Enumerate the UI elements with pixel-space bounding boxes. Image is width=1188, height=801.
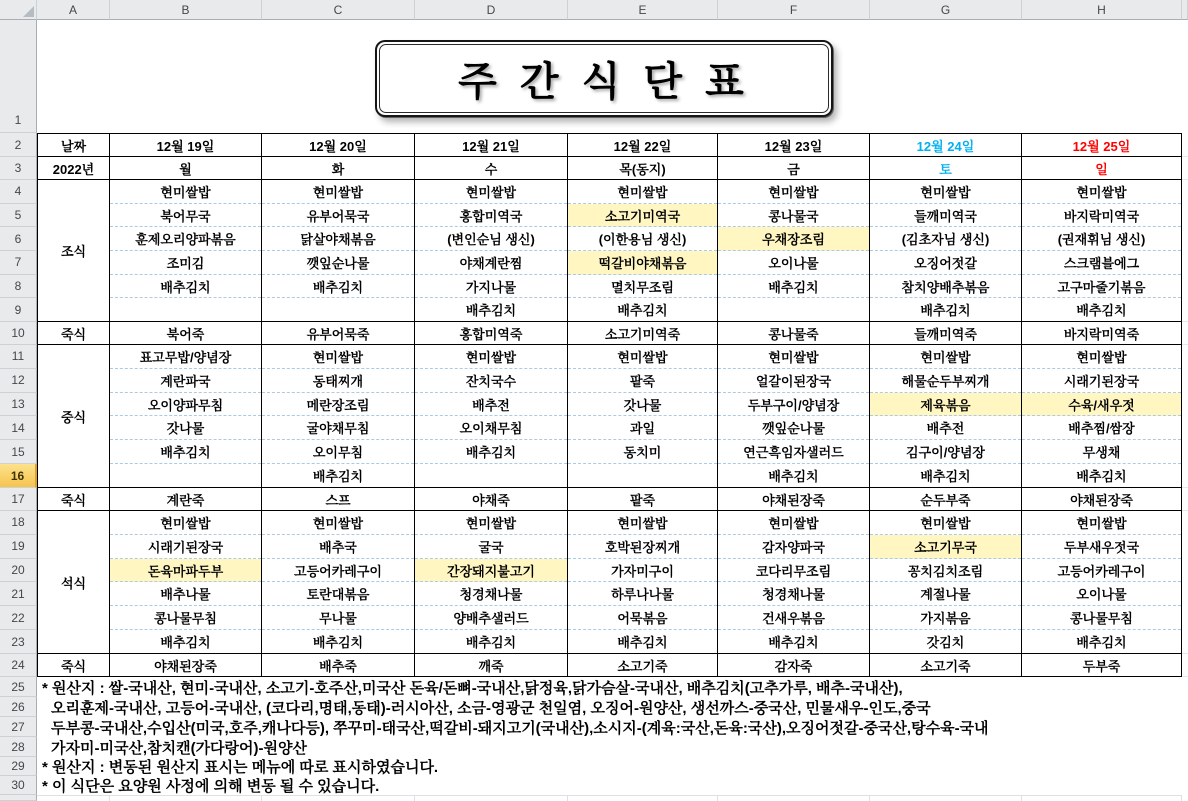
cell-H13[interactable]: 수육/새우젓 [1022, 393, 1181, 417]
cell-C7[interactable]: 깻잎순나물 [262, 251, 414, 275]
cell-E20[interactable]: 가자미구이 [568, 559, 717, 583]
meal-day-column-D [415, 511, 568, 654]
row-header-28[interactable]: 28 [0, 737, 37, 757]
cell-B14[interactable]: 갓나물 [110, 416, 261, 440]
breakfast-block [0, 180, 1188, 322]
porridge-row-10 [0, 322, 1188, 345]
meal-day-column-E [568, 511, 718, 654]
cell-D15[interactable]: 배추김치 [415, 440, 567, 464]
select-all-corner[interactable] [0, 0, 37, 20]
cell-F23[interactable]: 배추김치 [768, 635, 819, 651]
cell-H14[interactable]: 배추찜/쌈장 [1022, 416, 1181, 440]
footer-line-29[interactable]: * 원산지 : 변동된 원산지 표시는 메뉴에 따로 표시하였습니다. [37, 757, 1188, 776]
cell-D20[interactable]: 간장돼지불고기 [415, 559, 567, 583]
right-sliver [1182, 180, 1188, 322]
date-row [0, 133, 1188, 157]
cell-A11[interactable]: 중식 [37, 345, 110, 488]
cell-C11[interactable]: 현미쌀밥 [262, 345, 414, 369]
cell-D24[interactable]: 깨죽 [415, 654, 568, 677]
gridline-cell [37, 795, 110, 801]
cell-F20[interactable]: 코다리무조림 [718, 559, 869, 583]
meal-day-column-G [870, 180, 1022, 322]
row-header-6[interactable]: 6 [0, 227, 37, 251]
right-sliver [1182, 157, 1188, 180]
cell-C5[interactable]: 유부어묵국 [262, 204, 414, 228]
cell-B17[interactable]: 계란죽 [110, 488, 262, 511]
cell-A2[interactable]: 날짜 [37, 133, 110, 157]
meal-day-column-C [262, 511, 415, 654]
dinner-block [0, 511, 1188, 654]
column-header-F[interactable]: F [718, 0, 870, 20]
cell-B2[interactable]: 12월 19일 [110, 133, 262, 157]
cell-A24[interactable]: 죽식 [37, 654, 110, 677]
column-header-A[interactable]: A [37, 0, 110, 20]
cell-A17[interactable]: 죽식 [37, 488, 110, 511]
cell-D7[interactable]: 야채계란찜 [415, 251, 567, 275]
cell-G21[interactable]: 계절나물 [870, 582, 1021, 606]
partial-row [0, 795, 1188, 801]
meal-day-column-D [415, 180, 568, 322]
cell-D6[interactable]: (변인순님 생신) [415, 227, 567, 251]
meal-day-column-C [262, 345, 415, 488]
cell-H9[interactable]: 배추김치 [1076, 303, 1127, 319]
cell-C2[interactable]: 12월 20일 [262, 133, 415, 157]
cell-E16[interactable] [568, 464, 717, 487]
cell-F18[interactable]: 현미쌀밥 [718, 511, 869, 535]
cell-B20[interactable]: 돈육마파두부 [110, 559, 261, 583]
cell-C23[interactable]: 배추김치 [312, 635, 364, 651]
row-header-12[interactable]: 12 [0, 369, 37, 393]
cell-D12[interactable]: 잔치국수 [415, 369, 567, 393]
cell-C20[interactable]: 고등어카레구이 [262, 559, 414, 583]
cell-E7[interactable]: 떡갈비야채볶음 [568, 251, 717, 275]
gridline-cell [1022, 795, 1182, 801]
cell-F15[interactable]: 연근흑임자샐러드 [718, 440, 869, 464]
cell-G12[interactable]: 해물순두부찌개 [870, 369, 1021, 393]
cell-H5[interactable]: 바지락미역국 [1022, 204, 1181, 228]
cell-H10[interactable]: 바지락미역죽 [1022, 322, 1182, 345]
cell-F24[interactable]: 감자죽 [718, 654, 870, 677]
meal-day-column-B [110, 345, 262, 488]
cell-D13[interactable]: 배추전 [415, 393, 567, 417]
cell-E15[interactable]: 동치미 [568, 440, 717, 464]
cell-B6[interactable]: 훈제오리양파볶음 [110, 227, 261, 251]
cell-H2[interactable]: 12월 25일 [1022, 133, 1182, 157]
cell-B22[interactable]: 콩나물무침 [110, 606, 261, 630]
row-header-19[interactable]: 19 [0, 535, 37, 559]
cell-D18[interactable]: 현미쌀밥 [415, 511, 567, 535]
row-header-10[interactable]: 10 [0, 322, 37, 345]
porridge-row-24 [0, 654, 1188, 677]
footer-line-27[interactable]: 두부콩-국내산,수입산(미국,호주,캐나다등), 쭈꾸미-태국산,떡갈비-돼지고기(국내산),소시지-(계육:국산,돈육:국산),오징어젓갈-중국산,탕수육-국내 [37, 717, 1188, 737]
cell-H19[interactable]: 두부새우젓국 [1022, 535, 1181, 559]
row-header-column [0, 345, 37, 488]
cell-G14[interactable]: 배추전 [870, 416, 1021, 440]
row-header-1[interactable]: 1 [0, 20, 37, 133]
cell-G18[interactable]: 현미쌀밥 [870, 511, 1021, 535]
cell-E6[interactable]: (이한용님 생신) [568, 227, 717, 251]
cell-E9[interactable]: 배추김치 [617, 303, 668, 319]
cell-D23[interactable]: 배추김치 [465, 635, 517, 651]
cell-G6[interactable]: (김초자님 생신) [870, 227, 1021, 251]
cell-E12[interactable]: 팥죽 [568, 369, 717, 393]
cell-G2[interactable]: 12월 24일 [870, 133, 1022, 157]
cell-F8[interactable]: 배추김치 [718, 275, 869, 299]
meal-day-column-B [110, 180, 262, 322]
title-box[interactable] [375, 40, 833, 117]
cell-C13[interactable]: 메란장조림 [262, 393, 414, 417]
right-sliver [1182, 345, 1188, 488]
row-header-24[interactable]: 24 [0, 654, 37, 677]
cell-E4[interactable]: 현미쌀밥 [568, 180, 717, 204]
cell-H15[interactable]: 무생채 [1022, 440, 1181, 464]
page-title: 주 간 식 단 표 [458, 60, 750, 104]
title-row [0, 20, 1188, 133]
cell-B9[interactable] [110, 298, 261, 321]
porridge-row-17 [0, 488, 1188, 511]
cell-B21[interactable]: 배추나물 [110, 582, 261, 606]
cell-E2[interactable]: 12월 22일 [568, 133, 718, 157]
cell-E18[interactable]: 현미쌀밥 [568, 511, 717, 535]
cell-F10[interactable]: 콩나물죽 [718, 322, 870, 345]
cell-B13[interactable]: 오이양파무침 [110, 393, 261, 417]
cell-D8[interactable]: 가지나물 [415, 275, 567, 299]
cell-H7[interactable]: 스크램블에그 [1022, 251, 1181, 275]
right-sliver [1182, 654, 1188, 677]
meal-day-column-D [415, 345, 568, 488]
cell-H22[interactable]: 콩나물무침 [1022, 606, 1181, 630]
row-header-18[interactable]: 18 [0, 511, 37, 535]
cell-H18[interactable]: 현미쌀밥 [1022, 511, 1181, 535]
cell-D19[interactable]: 굴국 [415, 535, 567, 559]
cell-H16[interactable]: 배추김치 [1076, 469, 1127, 485]
right-sliver [1182, 322, 1188, 345]
cell-G22[interactable]: 가지볶음 [870, 606, 1021, 630]
cell-D2[interactable]: 12월 21일 [415, 133, 568, 157]
column-header-H[interactable]: H [1022, 0, 1182, 20]
cell-C8[interactable]: 배추김치 [262, 275, 414, 299]
cell-A18[interactable]: 석식 [37, 511, 110, 654]
cell-B16[interactable] [110, 464, 261, 487]
cell-C17[interactable]: 스프 [262, 488, 415, 511]
cell-D14[interactable]: 오이채무침 [415, 416, 567, 440]
row-header-column [0, 511, 37, 654]
cell-E17[interactable]: 팥죽 [568, 488, 718, 511]
cell-G4[interactable]: 현미쌀밥 [870, 180, 1021, 204]
footer-line-28[interactable]: 가자미-미국산,참치캔(가다랑어)-원양산 [37, 737, 1188, 757]
cell-D10[interactable]: 홍합미역죽 [415, 322, 568, 345]
gridline-cell [870, 795, 1022, 801]
cell-C21[interactable]: 토란대볶음 [262, 582, 414, 606]
row-header-7[interactable]: 7 [0, 251, 37, 275]
cell-D17[interactable]: 야채죽 [415, 488, 568, 511]
cell-G16[interactable]: 배추김치 [920, 469, 971, 485]
column-header-G[interactable]: G [870, 0, 1022, 20]
cell-C9[interactable] [262, 298, 414, 321]
footer-row-25 [0, 677, 1188, 697]
cell-F2[interactable]: 12월 23일 [718, 133, 870, 157]
cell-H20[interactable]: 고등어카레구이 [1022, 559, 1181, 583]
cell-H24[interactable]: 두부죽 [1022, 654, 1182, 677]
row-header-22[interactable]: 22 [0, 606, 37, 630]
title-row-area [37, 20, 1188, 133]
meal-day-column-F [718, 345, 870, 488]
meal-day-column-F [718, 180, 870, 322]
cell-C12[interactable]: 동태찌개 [262, 369, 414, 393]
column-header-D[interactable]: D [415, 0, 568, 20]
cell-B4[interactable]: 현미쌀밥 [110, 180, 261, 204]
meal-day-column-E [568, 345, 718, 488]
cell-F17[interactable]: 야채된장죽 [718, 488, 870, 511]
row-header-5[interactable]: 5 [0, 204, 37, 228]
footer-row-27 [0, 717, 1188, 737]
footer-line-25[interactable]: * 원산지 : 쌀-국내산, 현미-국내산, 소고기-호주산,미국산 돈육/돈뼈-국내산,닭정육,닭가슴살-국내산, 배추김치(고추가루, 배추-국내산), [37, 677, 1188, 697]
cell-H12[interactable]: 시래기된장국 [1022, 369, 1181, 393]
cell-B10[interactable]: 북어죽 [110, 322, 262, 345]
cell-B5[interactable]: 북어무국 [110, 204, 261, 228]
cell-H23[interactable]: 배추김치 [1076, 635, 1127, 651]
cell-C6[interactable]: 닭살야채볶음 [262, 227, 414, 251]
cell-B19[interactable]: 시래기된장국 [110, 535, 261, 559]
row-header-13[interactable]: 13 [0, 393, 37, 417]
cell-E3[interactable]: 목(동지) [568, 157, 718, 180]
right-sliver [1182, 511, 1188, 654]
gridline-cell [262, 795, 415, 801]
cell-B18[interactable]: 현미쌀밥 [110, 511, 261, 535]
meal-day-column-H [1022, 345, 1182, 488]
right-sliver [1182, 133, 1188, 157]
cell-C3[interactable]: 화 [262, 157, 415, 180]
cell-H6[interactable]: (권재휘님 생신) [1022, 227, 1181, 251]
cell-G24[interactable]: 소고기죽 [870, 654, 1022, 677]
cell-A10[interactable]: 죽식 [37, 322, 110, 345]
row-header-14[interactable]: 14 [0, 416, 37, 440]
cell-H4[interactable]: 현미쌀밥 [1022, 180, 1181, 204]
cell-D16[interactable] [415, 464, 567, 487]
cell-B8[interactable]: 배추김치 [110, 275, 261, 299]
cell-F7[interactable]: 오이나물 [718, 251, 869, 275]
select-all-triangle-icon [23, 6, 34, 17]
cell-G11[interactable]: 현미쌀밥 [870, 345, 1021, 369]
cell-F6[interactable]: 우채장조림 [718, 227, 869, 251]
footer-row-26 [0, 697, 1188, 717]
cell-F5[interactable]: 콩나물국 [718, 204, 869, 228]
meal-day-column-H [1022, 511, 1182, 654]
column-header-E[interactable]: E [568, 0, 718, 20]
cell-A3[interactable]: 2022년 [37, 157, 110, 180]
cell-H17[interactable]: 야채된장죽 [1022, 488, 1182, 511]
cell-E22[interactable]: 어묵볶음 [568, 606, 717, 630]
cell-B7[interactable]: 조미김 [110, 251, 261, 275]
cell-D21[interactable]: 청경채나물 [415, 582, 567, 606]
cell-D9[interactable]: 배추김치 [465, 303, 517, 319]
cell-G10[interactable]: 들깨미역죽 [870, 322, 1022, 345]
row-header-16[interactable]: 16 [0, 464, 37, 488]
cell-E13[interactable]: 갓나물 [568, 393, 717, 417]
right-sliver [1182, 795, 1188, 801]
cell-E10[interactable]: 소고기미역죽 [568, 322, 718, 345]
cell-F14[interactable]: 깻잎순나물 [718, 416, 869, 440]
row-header-25[interactable]: 25 [0, 677, 37, 697]
cell-F4[interactable]: 현미쌀밥 [718, 180, 869, 204]
cell-H11[interactable]: 현미쌀밥 [1022, 345, 1181, 369]
row-header-2[interactable]: 2 [0, 133, 37, 157]
cell-F19[interactable]: 감자양파국 [718, 535, 869, 559]
cell-E23[interactable]: 배추김치 [617, 635, 668, 651]
cell-G5[interactable]: 들깨미역국 [870, 204, 1021, 228]
cell-H3[interactable]: 일 [1022, 157, 1182, 180]
cell-D5[interactable]: 홍합미역국 [415, 204, 567, 228]
row-header-15[interactable]: 15 [0, 440, 37, 464]
cell-D22[interactable]: 양배추샐러드 [415, 606, 567, 630]
meal-day-column-E [568, 180, 718, 322]
row-header-9[interactable]: 9 [0, 298, 37, 322]
cell-D11[interactable]: 현미쌀밥 [415, 345, 567, 369]
column-header-sliver [1182, 0, 1188, 20]
footer-row-29 [0, 757, 1188, 776]
cell-B11[interactable]: 표고무밥/양념장 [110, 345, 261, 369]
cell-B23[interactable]: 배추김치 [160, 635, 211, 651]
cell-B12[interactable]: 계란파국 [110, 369, 261, 393]
cell-F13[interactable]: 두부구이/양념장 [718, 393, 869, 417]
cell-F21[interactable]: 청경채나물 [718, 582, 869, 606]
footer-line-30[interactable]: * 이 식단은 요양원 사정에 의해 변동 될 수 있습니다. [37, 776, 1188, 795]
cell-G8[interactable]: 참치양배추볶음 [870, 275, 1021, 299]
cell-G3[interactable]: 토 [870, 157, 1022, 180]
cell-H21[interactable]: 오이나물 [1022, 582, 1181, 606]
cell-F11[interactable]: 현미쌀밥 [718, 345, 869, 369]
row-header-4[interactable]: 4 [0, 180, 37, 204]
row-header-21[interactable]: 21 [0, 582, 37, 606]
row-header-3[interactable]: 3 [0, 157, 37, 180]
cell-G23[interactable]: 갓김치 [926, 635, 965, 651]
footer-row-30 [0, 776, 1188, 795]
cell-E14[interactable]: 과일 [568, 416, 717, 440]
meal-day-column-G [870, 511, 1022, 654]
cell-C22[interactable]: 무나물 [262, 606, 414, 630]
row-header-column [0, 180, 37, 322]
cell-C4[interactable]: 현미쌀밥 [262, 180, 414, 204]
footer-line-26[interactable]: 오리훈제-국내산, 고등어-국내산, (코다리,명태,동태)-러시아산, 소금-영광군 천일염, 오징어-원양산, 생선까스-중국산, 민물새우-인도,중국 [37, 697, 1188, 717]
gridline-cell [415, 795, 568, 801]
cell-E5[interactable]: 소고기미역국 [568, 204, 717, 228]
cell-D4[interactable]: 현미쌀밥 [415, 180, 567, 204]
row-header-29[interactable]: 29 [0, 757, 37, 776]
cell-A4[interactable]: 조식 [37, 180, 110, 322]
cell-F22[interactable]: 건새우볶음 [718, 606, 869, 630]
meal-day-column-C [262, 180, 415, 322]
cell-E8[interactable]: 멸치무조림 [568, 275, 717, 299]
cell-C24[interactable]: 배추죽 [262, 654, 415, 677]
cell-D3[interactable]: 수 [415, 157, 568, 180]
column-header-row [0, 0, 1188, 20]
row-header-11[interactable]: 11 [0, 345, 37, 369]
cell-E19[interactable]: 호박된장찌개 [568, 535, 717, 559]
lunch-block [0, 345, 1188, 488]
meal-day-column-H [1022, 180, 1182, 322]
cell-C14[interactable]: 굴야채무침 [262, 416, 414, 440]
column-header-C[interactable]: C [262, 0, 415, 20]
row-header-30[interactable]: 30 [0, 776, 37, 795]
row-header-8[interactable]: 8 [0, 275, 37, 299]
cell-F12[interactable]: 얼갈이된장국 [718, 369, 869, 393]
cell-F16[interactable]: 배추김치 [768, 469, 819, 485]
cell-G17[interactable]: 순두부죽 [870, 488, 1022, 511]
cell-F3[interactable]: 금 [718, 157, 870, 180]
cell-C16[interactable]: 배추김치 [312, 469, 364, 485]
row-header-23[interactable]: 23 [0, 630, 37, 654]
cell-F9[interactable] [718, 298, 869, 321]
cell-G7[interactable]: 오징어젓갈 [870, 251, 1021, 275]
cell-B24[interactable]: 야채된장죽 [110, 654, 262, 677]
meal-day-column-B [110, 511, 262, 654]
title-box-inner [379, 44, 829, 113]
cell-G13[interactable]: 제육볶음 [870, 393, 1021, 417]
row-header-27[interactable]: 27 [0, 717, 37, 737]
column-header-B[interactable]: B [110, 0, 262, 20]
cell-B3[interactable]: 월 [110, 157, 262, 180]
cell-H8[interactable]: 고구마줄기볶음 [1022, 275, 1181, 299]
day-row [0, 157, 1188, 180]
cell-E11[interactable]: 현미쌀밥 [568, 345, 717, 369]
row-header-partial [0, 795, 37, 801]
gridline-cell [110, 795, 262, 801]
cell-C18[interactable]: 현미쌀밥 [262, 511, 414, 535]
meal-day-column-G [870, 345, 1022, 488]
cell-G20[interactable]: 꽁치김치조림 [870, 559, 1021, 583]
cell-G15[interactable]: 김구이/양념장 [870, 440, 1021, 464]
gridline-cell [568, 795, 718, 801]
meal-day-column-F [718, 511, 870, 654]
cell-G19[interactable]: 소고기무국 [870, 535, 1021, 559]
cell-E21[interactable]: 하루나나물 [568, 582, 717, 606]
row-header-20[interactable]: 20 [0, 559, 37, 583]
cell-B15[interactable]: 배추김치 [110, 440, 261, 464]
cell-E24[interactable]: 소고기죽 [568, 654, 718, 677]
cell-C19[interactable]: 배추국 [262, 535, 414, 559]
cell-G9[interactable]: 배추김치 [920, 303, 971, 319]
right-sliver [1182, 488, 1188, 511]
cell-C10[interactable]: 유부어묵죽 [262, 322, 415, 345]
footer-row-28 [0, 737, 1188, 757]
row-header-26[interactable]: 26 [0, 697, 37, 717]
gridline-cell [718, 795, 870, 801]
cell-C15[interactable]: 오이무침 [262, 440, 414, 464]
row-header-17[interactable]: 17 [0, 488, 37, 511]
